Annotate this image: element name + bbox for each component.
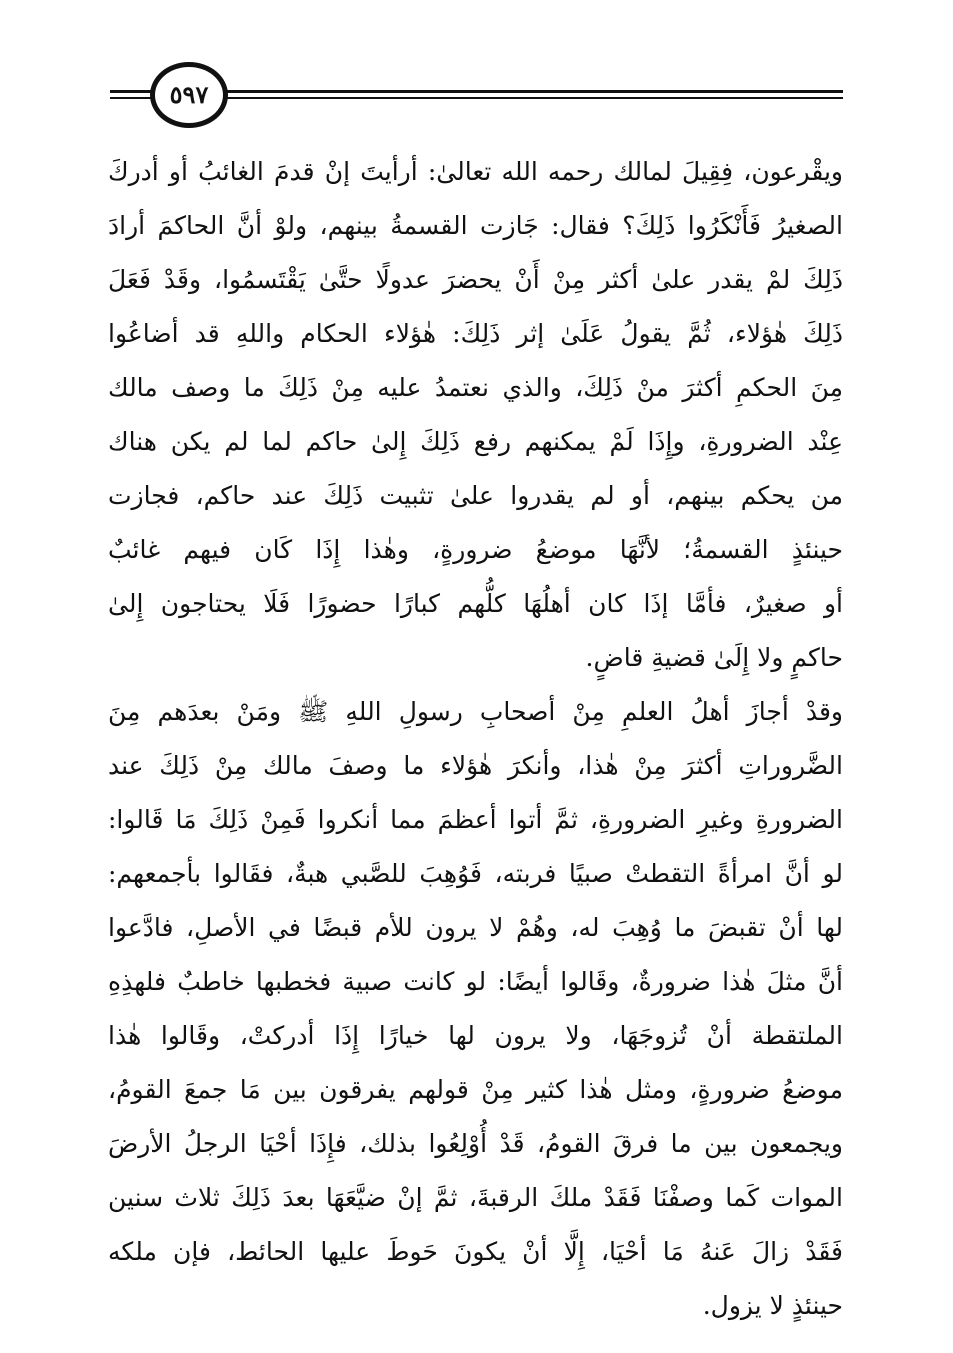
page-number-badge [150, 62, 228, 128]
text-line: أنَّ مثلَ هٰذا ضرورةٌ، وقَالوا أيضًا: لو كانت صبية فخطبها خاطبٌ فلهذِهِ [108, 967, 843, 996]
text-line: حينئذٍ القسمةُ؛ لأنَّهَا موضعُ ضرورةٍ، وهٰذا إِذَا كَان فيهم غائبٌ [108, 535, 843, 564]
text-line: أو صغيرٌ، فأمَّا إذَا كان أهلُهَا كلُّهم كبارًا حضورًا فَلَا يحتاجون إِلىٰ [108, 589, 843, 618]
text-line: حاكمٍ ولا إِلَىٰ قضيةِ قاضٍ. [585, 643, 843, 672]
paragraph-1 [108, 145, 843, 685]
text-line: لو أنَّ امرأةً التقطتْ صبيًا فربته، فَوُهِبَ للصَّبي هبةٌ، فقَالوا بأجمعهم: [108, 859, 843, 888]
page-header [110, 62, 843, 134]
page-body [108, 145, 843, 1333]
text-line: ذَلِكَ لمْ يقدر علىٰ أكثر مِنْ أَنْ يحضرَ عدولًا حتَّىٰ يَقْتَسمُوا، وقَدْ فَعَلَ [108, 265, 843, 294]
text-line: فَقَدْ زالَ عَنهُ مَا أحْيَا، إِلَّا أنْ يكونَ حَوطَ عليها الحائط، فإن ملكه [108, 1237, 843, 1266]
text-line: الصغيرُ فَأَنْكَرُوا ذَلِكَ؟ فقال: جَازت القسمةُ بينهم، ولوْ أنَّ الحاكمَ أرادَ [108, 211, 843, 240]
text-line: ويقْرعون، فِقِيلَ لمالك رحمه الله تعالىٰ: أرأيتَ إنْ قدمَ الغائبُ أو أدركَ [108, 157, 843, 186]
text-line: ويجمعون بين ما فرقَ القومُ، قَدْ أُوْلِعُوا بذلك، فإِذَا أحْيَا الرجلُ الأرضَ [108, 1129, 843, 1158]
text-line: حينئذٍ لا يزول. [702, 1291, 843, 1320]
text-line: الضَّروراتِ أكثرَ مِنْ هٰذا، وأنكرَ هٰؤلاء ما وصفَ مالك مِنْ ذَلِكَ عند [108, 751, 843, 780]
text-line: مِنَ الحكمِ أكثرَ منْ ذَلِكَ، والذي نعتمدُ عليه مِنْ ذَلِكَ ما وصف مالك [108, 373, 843, 402]
text-line: لها أنْ تقبضَ ما وُهِبَ له، وهُمْ لا يرون للأم قبضًا في الأصلِ، فادَّعوا [108, 913, 843, 942]
text-line: الموات كَما وصفْنَا فَقَدْ ملكَ الرقبةَ، ثمَّ إنْ ضيَّعَهَا بعدَ ذَلِكَ ثلاث سنين [108, 1183, 843, 1212]
text-line: موضعُ ضرورةٍ، ومثل هٰذا كثير مِنْ قولهم يفرقون بين مَا جمعَ القومُ، [108, 1075, 843, 1104]
text-line: من يحكم بينهم، أو لم يقدروا علىٰ تثبيت ذَلِكَ عند حاكم، فجازت [108, 481, 843, 510]
page-number: ٥٩٧ [169, 80, 209, 109]
text-line: الملتقطة أنْ تُزوجَهَا، ولا يرون لها خيارًا إِذَا أدركتْ، وقَالوا هٰذا [108, 1021, 843, 1050]
text-line: ذَلِكَ هٰؤلاء، ثُمَّ يقولُ عَلَىٰ إثر ذَلِكَ: هٰؤلاء الحكام واللهِ قد أضاعُوا [108, 319, 843, 348]
paragraph-2 [108, 685, 843, 1333]
text-line: عِنْد الضرورةِ، وإِذَا لَمْ يمكنهم رفع ذَلِكَ إِلىٰ حاكم لما لم يكن هناك [108, 427, 843, 456]
text-line: وقدْ أجازَ أهلُ العلمِ مِنْ أصحابِ رسولِ اللهِ ﷺ ومَنْ بعدَهم مِنَ [108, 697, 843, 726]
text-line: الضرورةِ وغيرِ الضرورةِ، ثمَّ أتوا أعظمَ مما أنكروا فَمِنْ ذَلِكَ مَا قَالوا: [108, 805, 843, 834]
